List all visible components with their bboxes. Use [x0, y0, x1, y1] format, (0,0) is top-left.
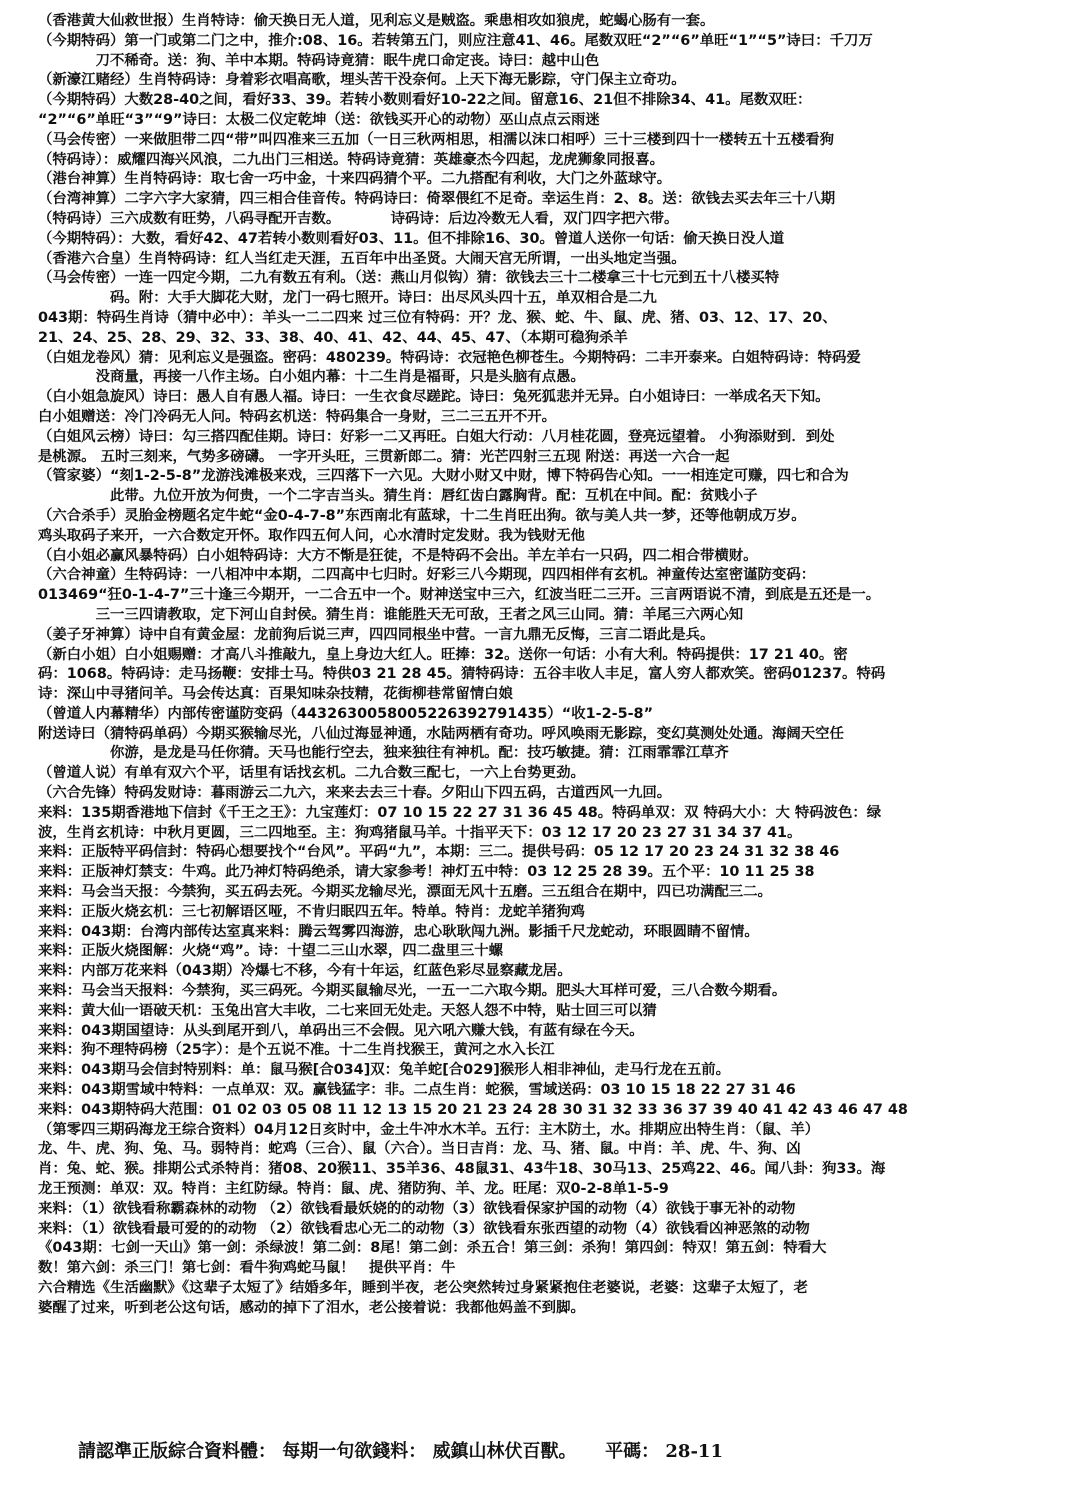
text-line: （管家婆）“刻1-2-5-8”龙游浅滩极来戏，三四落下一六见。大财小财又中财，博下特码告心知。一一相连定可赚，四七和合为 — [38, 468, 849, 485]
text-line: （白姐龙卷风）猜：见利忘义是强盗。密码：480239。特码诗：衣冠艳色柳苍生。今期特码：二丰开泰来。白姐特码诗：特码爱 — [38, 349, 861, 366]
text-line: 鸡头取码子来开，一六合数定开怀。取作四五何人问，心水清时定发财。我为钱财无他 — [38, 527, 585, 544]
text-line: 来料：正版火烧图解：火烧“鸡”。诗：十望二三山水翠，四二盘里三十螺 — [38, 943, 504, 960]
text-line: 来料：正版火烧玄机：三七初解语区哑，不肯归眠四五年。特单。特肖：龙蛇羊猪狗鸡 — [38, 903, 585, 920]
text-line: （特码诗）：威耀四海兴风浪，二九出门三相送。特码诗竟猜：英雄豪杰今四起，龙虎狮象同报喜。 — [38, 151, 664, 168]
text-line: 来料：043期雪域中特料：一点单双：双。赢钱猛字：非。二点生肖：蛇猴，雪域送码：03 10 15 18 22 27 31 46 — [38, 1082, 796, 1099]
text-line: （曾道人说）有单有双六个平，话里有话找玄机。二九合数三配七，一六上台势更劲。 — [38, 765, 585, 782]
text-line: 码。附：大手大脚花大财，龙门一码七照开。诗曰：出尽风头四十五，单双相合是二九 — [38, 290, 657, 307]
text-line: 来料：正版神灯禁支：牛鸡。此乃神灯特码绝杀，请大家参考！神灯五中特：03 12 25 28 39。五个平：10 11 25 38 — [38, 864, 815, 881]
text-line: 来料：马会当天报：今禁狗，买五码去死。今期买龙输尽光，漂面无风十五磨。三五组合在期中，四已功满配三二。 — [38, 884, 772, 901]
text-line: （姜子牙神算）诗中自有黄金屋：龙前狗后说三声，四四同根坐中营。一言九鼎无反悔，三言二语此是兵。 — [38, 626, 715, 643]
text-line: “2”“6”单旺“3”“9”诗曰：太极二仪定乾坤（送：欲钱买开心的动物）巫山点点云雨迷 — [38, 111, 600, 128]
text-line: （白小姐必赢风暴特码）白小姐特码诗：大方不惭是狂徒，不是特码不会出。羊左羊右一只码，四二相合带横财。 — [38, 547, 758, 564]
text-line: （第零四三期码海龙王综合资料）04月12日亥时中，金土牛冲水木羊。五行：主木防土，水。排期应出特生肖：（鼠、羊） — [38, 1121, 820, 1138]
text-line: 来料：（1）欲钱看最可爱的的动物 （2）欲钱看忠心无二的动物（3）欲钱看东张西望的动物（4）欲钱看凶神恶煞的动物 — [38, 1220, 810, 1237]
text-line: 数！第六剑：杀三门！第七剑：看牛狗鸡蛇马鼠！ 提供平肖：牛 — [38, 1260, 456, 1277]
text-line: 21、24、25、28、29、32、33、38、40、41、42、44、45、47、（本期可稳狗杀羊 — [38, 329, 628, 346]
text-line: （特码诗）三六成数有旺势，八码寻配开吉数。 诗码诗：后边冷数无人看，双门四字把六带。 — [38, 210, 679, 227]
text-line: 六合精选《生活幽默》《这辈子太短了》结婚多年，睡到半夜，老公突然转过身紧紧抱住老婆说，老婆：这辈子太短了，老 — [38, 1280, 808, 1296]
text-line: 波，生肖玄机诗：中秋月更圆，三二四地至。主：狗鸡猪鼠马羊。十指平天下：03 12 17 20 23 27 31 34 37 41。 — [38, 824, 802, 841]
footer-riddle-label: 每期一句欲錢料： — [282, 1441, 427, 1462]
text-line: （六合先锋）特码发财诗：暮雨游云二九六，来来去去三十春。夕阳山下四五码，古道西风一九回。 — [38, 785, 672, 802]
text-line: 婆醒了过来，听到老公这句话，感动的掉下了泪水，老公接着说：我都他妈盖不到脚。 — [38, 1299, 585, 1316]
text-column — [38, 12, 1048, 1319]
footer-flat-code: 28-11 — [665, 1441, 723, 1462]
text-line: 来料：135期香港地下信封《千王之王》：九宝莲灯：07 10 15 22 27 31 36 45 48。特码单双：双 特码大小：大 特码波色：绿 — [38, 804, 882, 821]
footer-banner — [78, 1440, 1038, 1464]
text-line: （白小姐急旋风）诗曰：愚人自有愚人福。诗曰：一生衣食尽蹉跎。诗曰：兔死狐悲并无异。白小姐诗曰：一举成名天下知。 — [38, 389, 830, 406]
text-line: （今期特码）大数28-40之间，看好33、39。若转小数则看好10-22之间。留意16、21但不排除34、41。尾数双旺： — [38, 92, 812, 109]
text-line: （马会传密）一连一四定今期，二九有数五有利。（送：燕山月似钩）猜：欲钱去三十二楼拿三十七元到五十八楼买特 — [38, 270, 780, 287]
text-line: 来料：043期马会信封特别料：单：鼠马猴[合034]双：兔羊蛇[合029]猴形人相非神仙，走马行龙在五前。 — [38, 1062, 731, 1079]
text-line: 来料：（1）欲钱看称霸森林的动物 （2）欲钱看最妖娆的的动物（3）欲钱看保家护国的动物（4）欲钱于事无补的动物 — [38, 1200, 796, 1217]
text-line: 白小姐赠送：冷门冷码无人问。特码玄机送：特码集合一身财，三二三五开不开。 — [38, 408, 557, 425]
text-line: 附送诗曰（猜特码单码）今期买猴输尽光，八仙过海显神通，水陆两栖有奇功。呼风唤雨无影踪，变幻莫测处处通。海阔天空任 — [38, 725, 844, 742]
text-line: （台湾神算）二字六字大家猜，四三相合佳音传。特码诗曰：倚翠偎红不足奇。幸运生肖：2、8。送：欲钱去买去年三十八期 — [38, 191, 836, 208]
text-line: （马会传密）一来做胆带二四“带”叫四准来三五加（一日三秋两相思，相濡以沫口相呼）三十三楼到四十一楼转五十五楼看狗 — [38, 131, 835, 148]
text-line: （新白小姐）白小姐赐赠：才高八斗推敲九，皇上身边大红人。旺捧：32。送你一句话：小有大利。特码提供：17 21 40。密 — [38, 646, 848, 663]
text-line: 三一三四请教取，定下河山自封侯。猜生肖：谁能胜天无可敌，王者之风三山同。猜：羊尾三六两心知 — [38, 606, 744, 623]
text-line: （六合神童）生特码诗：一八相冲中本期，二四高中七归时。好彩三八今期现，四四相伴有玄机。神童传达室密谨防变码： — [38, 567, 816, 584]
text-line: （新濠江赌经）生肖特码诗：身着彩衣唱高歌，埋头苦干没奈何。上天下海无影踪，守门保主立奇功。 — [38, 72, 686, 89]
text-line: 诗：深山中寻猪问羊。马会传达真：百果知味杂技精，花街柳巷常留情白娘 — [38, 686, 513, 703]
text-line: （曾道人内幕精华）内部传密谨防变码（4432630058005226392791435）“收1-2-5-8” — [38, 705, 654, 722]
footer-flat-label: 平碼： — [605, 1441, 660, 1462]
text-line: 来料：马会当天报料：今禁狗，买三码死。今期买鼠输尽光，一五一二六取今期。肥头大耳样可爱，三八合数今期看。 — [38, 983, 787, 1000]
text-line: 《043期：七剑一天山》第一剑：杀绿波！第二剑：8尾！第二剑：杀五合！第三剑：杀狗！第四剑：特双！第五剑：特看大 — [38, 1240, 827, 1257]
text-line: （港台神算）生肖特码诗：取七舍一巧中金，十来四码猜个平。二九搭配有利收，大门之外蓝球守。 — [38, 171, 672, 188]
text-line: 码：1068。特码诗：走马扬鞭：安排士马。特供03 21 28 45。猜特码诗：五谷丰收人丰足，富人穷人都欢笑。密码01237。特码 — [38, 666, 886, 683]
text-line: 肖：兔、蛇、猴。排期公式杀特肖：猪08、20猴11、35羊36、48鼠31、43牛18、30马13、25鸡22、46。闻八卦：狗33。海 — [38, 1161, 886, 1178]
text-line: （香港六合皇）生肖特码诗：红人当红走天涯，五百年中出圣贤。大闹天宫无所谓，一出头地定当强。 — [38, 250, 686, 267]
text-line: 是桃源。 五时三刻来，气势多磅礴。 一字开头旺，三贯新郎二。猜：光芒四射三五现 附送：再送一六合一起 — [38, 448, 730, 465]
text-line: 没商量，再接一八作主场。白小姐内幕：十二生肖是福哥，只是头脑有点愚。 — [38, 369, 585, 386]
text-line: 来料：043期国望诗：从头到尾开到八，单码出三不会假。见六吼六赚大钱，有蓝有绿在今天。 — [38, 1022, 644, 1039]
text-line: 此带。九位开放为何贵，一个二字吉当头。猜生肖：唇红齿白露胸背。配：互机在中间。配：贫贱小子 — [38, 488, 758, 505]
text-line: 龙王预测：单双：双。特肖：主红防绿。特肖：鼠、虎、猪防狗、羊、龙。旺尾：双0-2-8单1-5-9 — [38, 1181, 669, 1198]
text-line: 来料：黄大仙一语破天机：玉兔出宫大丰收，二七来回无处走。天怒人怨不中特，贴士回三可以猜 — [38, 1002, 657, 1019]
text-line: 来料：043期：台湾内部传达室真来料：腾云驾雾四海游，忠心耿耿闯九洲。影插千尺龙蛇动，环眼圆睛不留情。 — [38, 923, 759, 940]
text-line: 来料：狗不理特码榜（25字）：是个五说不准。十二生肖找猴王，黄河之水入长江 — [38, 1042, 555, 1059]
text-line: 013469“狂0-1-4-7”三十逢三今期开，一二合五中一个。财神送宝中三六，红波当旺二三开。三言两语说不清，到底是五还是一。 — [38, 587, 881, 604]
text-line: 龙、牛、虎、狗、兔、马。弱特肖：蛇鸡（三合）、鼠（六合）。当日吉肖：龙、马、猪、鼠。中肖：羊、虎、牛、狗、凶 — [38, 1141, 801, 1158]
text-line: （六合杀手）灵胎金榜题名定牛蛇“金0-4-7-8”东西南北有蓝球，十二生肖旺出狗。欲与美人共一梦，还等他朝成万岁。 — [38, 507, 806, 524]
text-line: （今期特码）第一门或第二门之中，推介:08、16。若转第五门，则应注意41、46。尾数双旺“2”“6”单旺“1”“5”诗曰：千刀万 — [38, 32, 873, 49]
text-line: （今期特码）：大数，看好42、47若转小数则看好03、11。但不排除16、30。曾道人送你一句话：偷天换日没人道 — [38, 230, 785, 247]
footer-riddle: 威鎮山林伏百獸。 — [432, 1441, 577, 1462]
text-line: 来料：043期特码大范围：01 02 03 05 08 11 12 13 15 20 21 23 24 28 30 31 32 33 36 37 39 40 41 42 43 46 47 48 — [38, 1101, 908, 1118]
footer-intro: 請認準正版綜合資料體： — [78, 1441, 276, 1462]
text-line: 你游，是龙是马任你猜。天马也能行空去，独来独往有神机。配：技巧敏捷。猜：江雨霏霏江草齐 — [38, 745, 729, 762]
text-line: 来料：正版特平码信封：特码心想要找个“台风”。平码“九”，本期：三二。提供号码：05 12 17 20 23 24 31 32 38 46 — [38, 844, 840, 861]
text-line: 043期：特码生肖诗（猜中必中）：羊头一二二四来 过三位有特码：开？龙、猴、蛇、牛、鼠、虎、猪、03、12、17、20、 — [38, 309, 837, 326]
text-line: （香港黄大仙救世报）生肖特诗：偷天换日无人道，见利忘义是贼盗。乘患相攻如狼虎，蛇蝎心肠有一套。 — [38, 13, 715, 29]
text-line: 来料：内部万花来料（043期）冷爆七不移，今有十年运，红蓝色彩尽显察藏龙居。 — [38, 963, 572, 980]
text-line: 刀不稀奇。送：狗、羊中本期。特码诗竟猜：眠牛虎口命定丧。诗曰：越中山色 — [38, 52, 600, 69]
text-line: （白姐风云榜）诗曰：勾三搭四配佳期。诗曰：好彩一二又再旺。白姐大行动：八月桂花圆，登亮远望着。 小狗添财到．到处 — [38, 428, 835, 445]
